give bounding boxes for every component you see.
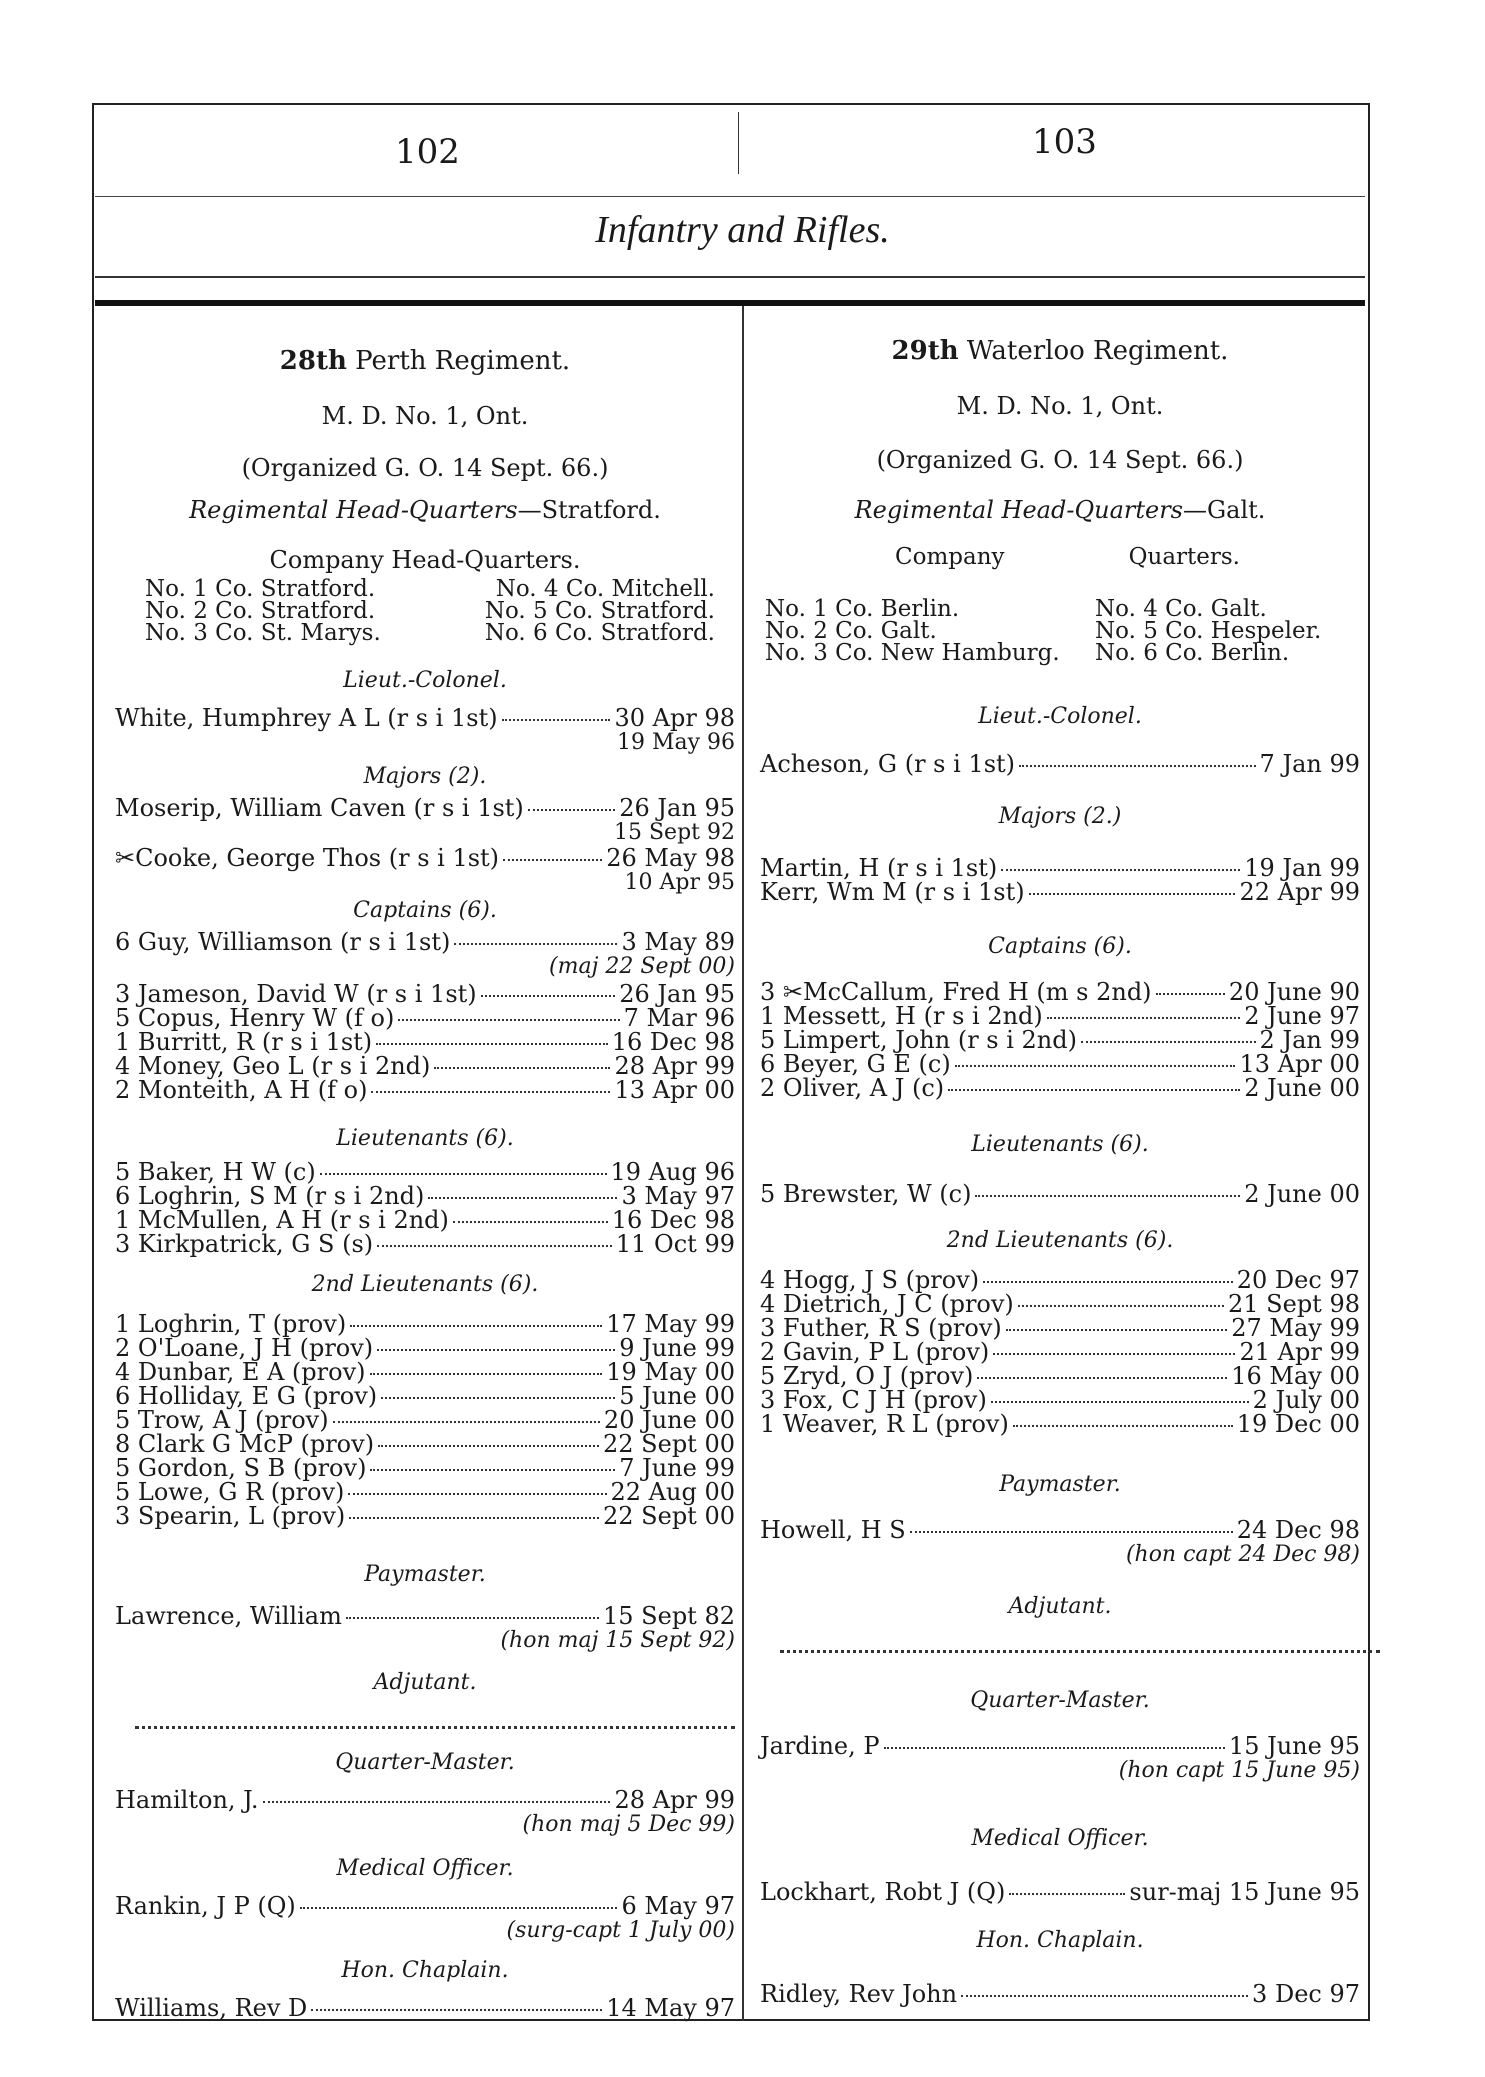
officer-name: 1 Messett, H (r s i 2nd) (760, 1002, 1043, 1030)
hq-label: Regimental Head-Quarters (854, 496, 1183, 524)
section-heading: Adjutant. (373, 1670, 477, 1695)
officer-date: 2 June 00 (1244, 1180, 1360, 1208)
officer-name: 4 Hogg, J S (prov) (760, 1266, 980, 1294)
company: No. 1 Co. Stratford. (145, 576, 376, 602)
section-heading: Hon. Chaplain. (341, 1958, 509, 1983)
officer-name: 5 Gordon, S B (prov) (115, 1454, 367, 1482)
officer-subdate: (hon maj 5 Dec 99) (522, 1812, 735, 1837)
officer-name: 6 Beyer, G E (c) (760, 1050, 951, 1078)
section-heading: Medical Officer. (971, 1826, 1149, 1851)
officer-name: Moserip, William Caven (r s i 1st) (115, 794, 524, 822)
section-heading: 2nd Lieutenants (6). (946, 1228, 1174, 1253)
officer-date: 20 June 90 (1228, 978, 1360, 1006)
officer-name: 1 Burritt, R (r s i 1st) (115, 1028, 373, 1056)
officer-entry (760, 752, 1360, 776)
officer-date: 15 Sept 82 (603, 1602, 735, 1630)
officer-date: 24 Dec 98 (1236, 1516, 1360, 1544)
company: No. 5 Co. Hespeler. (1095, 618, 1322, 644)
regiment-name: Waterloo Regiment. (966, 336, 1229, 366)
section-heading: Quarter-Master. (970, 1688, 1150, 1713)
company: No. 4 Co. Galt. (1095, 596, 1267, 622)
officer-subdate: 10 Apr 95 (624, 870, 735, 895)
company-list (145, 578, 715, 644)
organized-note: (Organized G. O. 14 Sept. 66.) (876, 446, 1244, 474)
officer-name: 2 Gavin, P L (prov) (760, 1338, 990, 1366)
officer-date: 27 May 99 (1231, 1314, 1360, 1342)
section-heading: Majors (2). (363, 764, 487, 789)
officer-date: 16 Dec 98 (611, 1206, 735, 1234)
section-heading: Lieut.-Colonel. (343, 668, 507, 693)
officer-name: 1 McMullen, A H (r s i 2nd) (115, 1206, 449, 1234)
officer-date: 2 June 97 (1244, 1002, 1360, 1030)
officer-name: Lawrence, William (115, 1602, 342, 1630)
company-row (145, 622, 715, 644)
officer-entry (115, 1894, 735, 1943)
officer-date: 3 Dec 97 (1252, 1980, 1360, 2008)
officer-name: Acheson, G (r s i 1st) (760, 750, 1016, 778)
officer-date: 19 Dec 00 (1236, 1410, 1360, 1438)
company: No. 3 Co. St. Marys. (145, 620, 381, 646)
officer-date: 22 Apr 99 (1239, 878, 1360, 906)
officer-name: 5 Brewster, W (c) (760, 1180, 972, 1208)
rule (95, 276, 1365, 278)
officer-date: 2 July 00 (1252, 1386, 1360, 1414)
officer-date: 2 June 00 (1244, 1074, 1360, 1102)
officer-name: 2 Monteith, A H (f o) (115, 1076, 368, 1104)
officer-name: 3 Futher, R S (prov) (760, 1314, 1002, 1342)
officer-date: 17 May 99 (606, 1310, 735, 1338)
military-district: M. D. No. 1, Ont. (956, 392, 1164, 420)
captain-list (760, 980, 1360, 1100)
vacant-line (780, 1650, 1380, 1653)
officer-entry (115, 706, 735, 755)
officer-name: 5 Limpert, John (r s i 2nd) (760, 1026, 1077, 1054)
page-number-right: 103 (1032, 122, 1097, 162)
hq-place: —Galt. (1183, 496, 1266, 524)
officer-name: 2 Oliver, A J (c) (760, 1074, 945, 1102)
heading-part: Company (895, 544, 1005, 570)
officer-name: 4 Money, Geo L (r s i 2nd) (115, 1052, 431, 1080)
officer-entry (115, 930, 735, 979)
heading-part: Quarters. (1128, 544, 1240, 570)
section-heading: Adjutant. (1008, 1594, 1112, 1619)
section-heading: Paymaster. (364, 1562, 486, 1587)
officer-name: 6 Loghrin, S M (r s i 2nd) (115, 1182, 425, 1210)
officer-date: 21 Apr 99 (1239, 1338, 1360, 1366)
officer-subdate: (hon capt 24 Dec 98) (1125, 1542, 1360, 1567)
section-heading: Captains (6). (353, 898, 497, 923)
officer-date: 11 Oct 99 (615, 1230, 735, 1258)
officer-subdate: (maj 22 Sept 00) (549, 954, 735, 979)
officer-date: 15 June 95 (1228, 1732, 1360, 1760)
regiment-number: 29th (891, 336, 959, 366)
officer-name: 5 Copus, Henry W (f o) (115, 1004, 395, 1032)
officer-name: 8 Clark G McP (prov) (115, 1430, 375, 1458)
officer-date: 19 May 00 (606, 1358, 735, 1386)
section-heading: Captains (6). (988, 934, 1132, 959)
officer-subdate: (surg-capt 1 July 00) (506, 1918, 735, 1943)
officer-name: 3 Fox, C J H (prov) (760, 1386, 987, 1414)
officer-name: Kerr, Wm M (r s i 1st) (760, 878, 1025, 906)
officer-subdate: (hon maj 15 Sept 92) (500, 1628, 735, 1653)
section-heading: Lieut.-Colonel. (978, 704, 1142, 729)
officer-entry (115, 796, 735, 845)
officer-date: 19 Jan 99 (1244, 854, 1360, 882)
officer-date: 28 Apr 99 (614, 1052, 735, 1080)
officer-name: 5 Lowe, G R (prov) (115, 1478, 345, 1506)
officer-date: 9 June 99 (619, 1334, 735, 1362)
officer-entry (760, 1880, 1360, 1904)
vacant-line (135, 1726, 735, 1729)
company: No. 2 Co. Stratford. (145, 598, 376, 624)
officer-date: 13 Apr 00 (614, 1076, 735, 1104)
officer-name: 3 ✂McCallum, Fred H (m s 2nd) (760, 978, 1152, 1006)
organized-note: (Organized G. O. 14 Sept. 66.) (241, 454, 609, 482)
officer-name: 5 Baker, H W (c) (115, 1158, 316, 1186)
officer-date: 19 Aug 96 (610, 1158, 735, 1186)
officer-date: 16 May 00 (1231, 1362, 1360, 1390)
officer-name: Martin, H (r s i 1st) (760, 854, 998, 882)
officer-name: Lockhart, Robt J (Q) (760, 1878, 1006, 1906)
hq-place: —Stratford. (517, 496, 661, 524)
officer-name: 1 Loghrin, T (prov) (115, 1310, 347, 1338)
company-row (145, 578, 715, 600)
officer-name: 3 Kirkpatrick, G S (s) (115, 1230, 374, 1258)
section-heading: Medical Officer. (336, 1856, 514, 1881)
officer-entry (115, 1604, 735, 1653)
officer-entry (760, 1734, 1360, 1783)
header-divider (738, 112, 739, 174)
officer-name: ✂Cooke, George Thos (r s i 1st) (115, 844, 500, 872)
section-heading: Hon. Chaplain. (976, 1928, 1144, 1953)
company: No. 4 Co. Mitchell. (495, 576, 715, 602)
military-district: M. D. No. 1, Ont. (321, 402, 529, 430)
officer-date: 30 Apr 98 (614, 704, 735, 732)
officer-date: 7 Jan 99 (1259, 750, 1360, 778)
company: No. 6 Co. Stratford. (484, 620, 715, 646)
officer-name: 6 Holliday, E G (prov) (115, 1382, 378, 1410)
officer-date: 3 May 89 (621, 928, 735, 956)
officer-name: Jardine, P (760, 1732, 880, 1760)
officer-date: 21 Sept 98 (1228, 1290, 1360, 1318)
company-hq-heading (895, 546, 1240, 568)
regiment-name: Perth Regiment. (355, 346, 571, 376)
regimental-hq (760, 496, 1360, 524)
officer-date: 5 June 00 (619, 1382, 735, 1410)
officer-name: 3 Jameson, David W (r s i 1st) (115, 980, 477, 1008)
regiment-number: 28th (279, 346, 347, 376)
company: No. 5 Co. Stratford. (484, 598, 715, 624)
section-heading: 2nd Lieutenants (6). (311, 1272, 539, 1297)
officer-date: 20 Dec 97 (1236, 1266, 1360, 1294)
company: No. 6 Co. Berlin. (1095, 640, 1290, 666)
officer-date: 6 May 97 (621, 1892, 735, 1920)
officer-name: 4 Dietrich, J C (prov) (760, 1290, 1014, 1318)
second-lieutenant-list (115, 1312, 735, 1528)
officer-date: 22 Sept 00 (603, 1502, 735, 1530)
section-heading: Lieutenants (6). (971, 1132, 1149, 1157)
officer-name: 1 Weaver, R L (prov) (760, 1410, 1009, 1438)
officer-subdate: 19 May 96 (616, 730, 735, 755)
officer-date: 2 Jan 99 (1259, 1026, 1360, 1054)
officer-date: 7 Mar 96 (623, 1004, 735, 1032)
company-row (145, 600, 715, 622)
section-heading: Majors (2.) (998, 804, 1122, 829)
officer-date: 28 Apr 99 (614, 1786, 735, 1814)
officer-date: 16 Dec 98 (611, 1028, 735, 1056)
officer-name: 6 Guy, Williamson (r s i 1st) (115, 928, 451, 956)
officer-name: Hamilton, J. (115, 1786, 259, 1814)
officer-date: 26 Jan 95 (619, 794, 735, 822)
officer-date: 26 May 98 (606, 844, 735, 872)
company-list (765, 598, 1340, 664)
company: No. 3 Co. New Hamburg. (765, 640, 1060, 666)
officer-date: 22 Aug 00 (610, 1478, 735, 1506)
regiment-heading (760, 336, 1360, 366)
regimental-hq (115, 496, 735, 524)
page-title: Infantry and Rifles. (595, 209, 890, 251)
officer-entry (115, 846, 735, 895)
officer-entry (760, 1518, 1360, 1567)
officer-date: sur-maj 15 June 95 (1129, 1878, 1360, 1906)
officer-entry (760, 1982, 1360, 2006)
officer-entry (115, 1788, 735, 1837)
second-lieutenant-list (760, 1268, 1360, 1436)
officer-name: 5 Zryd, O J (prov) (760, 1362, 974, 1390)
section-heading: Lieutenants (6). (336, 1126, 514, 1151)
officer-name: 2 O'Loane, J H (prov) (115, 1334, 374, 1362)
officer-name: White, Humphrey A L (r s i 1st) (115, 704, 498, 732)
section-heading: Quarter-Master. (335, 1750, 515, 1775)
officer-name: 4 Dunbar, E A (prov) (115, 1358, 366, 1386)
officer-subdate: 15 Sept 92 (614, 820, 735, 845)
officer-date: 14 May 97 (606, 1994, 735, 2022)
major-list (760, 856, 1360, 904)
lieutenant-list (115, 1160, 735, 1256)
column-divider (742, 306, 744, 2021)
lieutenant-list (760, 1182, 1360, 1206)
officer-name: Ridley, Rev John (760, 1980, 958, 2008)
officer-entry (115, 1996, 735, 2020)
regiment-heading (115, 346, 735, 376)
officer-name: Williams, Rev D (115, 1994, 308, 2022)
officer-date: 22 Sept 00 (603, 1430, 735, 1458)
section-heading: Paymaster. (999, 1472, 1121, 1497)
page-number-left: 102 (395, 132, 460, 172)
officer-subdate: (hon capt 15 June 95) (1118, 1758, 1360, 1783)
officer-date: 3 May 97 (621, 1182, 735, 1210)
officer-date: 20 June 00 (603, 1406, 735, 1434)
captain-list (115, 982, 735, 1102)
hq-label: Regimental Head-Quarters (189, 496, 518, 524)
officer-date: 13 Apr 00 (1239, 1050, 1360, 1078)
thick-rule (95, 300, 1365, 306)
officer-name: 5 Trow, A J (prov) (115, 1406, 329, 1434)
officer-name: 3 Spearin, L (prov) (115, 1502, 346, 1530)
officer-name: Howell, H S (760, 1516, 906, 1544)
company: No. 1 Co. Berlin. (765, 596, 960, 622)
rule (95, 196, 1365, 197)
officer-date: 7 June 99 (619, 1454, 735, 1482)
officer-name: Rankin, J P (Q) (115, 1892, 296, 1920)
company: No. 2 Co. Galt. (765, 618, 937, 644)
officer-date: 26 Jan 95 (619, 980, 735, 1008)
company-hq-heading: Company Head-Quarters. (269, 546, 581, 574)
